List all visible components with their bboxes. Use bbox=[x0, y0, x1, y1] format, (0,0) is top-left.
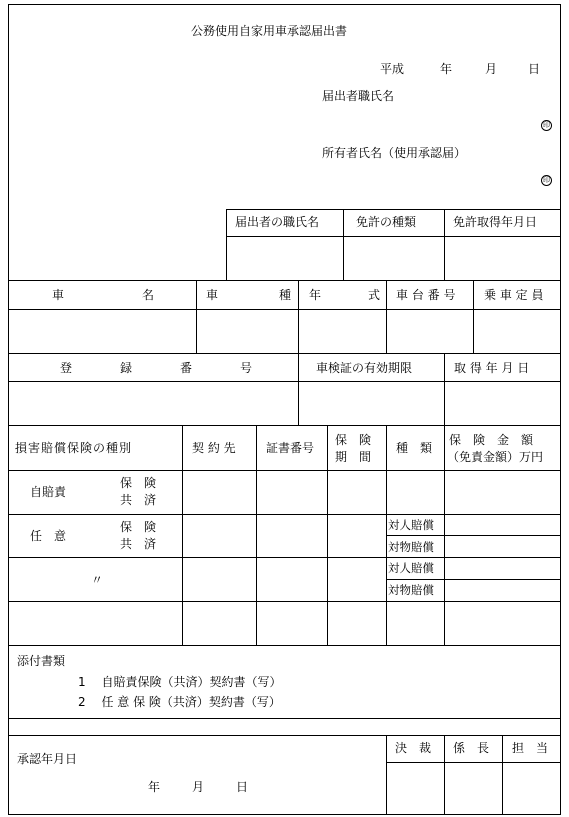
approval-month: 月 bbox=[192, 780, 205, 794]
rule bbox=[8, 280, 561, 281]
license-name-header: 届出者の職氏名 bbox=[235, 215, 320, 229]
rule bbox=[298, 353, 299, 425]
approval-date-label: 承認年月日 bbox=[17, 752, 78, 766]
vehicle-name-header-a: 車 bbox=[52, 288, 65, 302]
contractor-header: 契 約 先 bbox=[192, 441, 236, 455]
cert-number-header: 証書番号 bbox=[266, 441, 315, 455]
kind-header: 種 類 bbox=[396, 441, 433, 455]
rule bbox=[8, 309, 561, 310]
insurance-type-header: 損害賠償保険の種別 bbox=[15, 441, 133, 455]
approval-day: 日 bbox=[236, 780, 249, 794]
owner-label: 所有者氏名（使用承認届） bbox=[322, 146, 467, 160]
voluntary-label: 任 意 bbox=[30, 529, 67, 543]
rule bbox=[444, 425, 445, 645]
period-header-a: 保 険 bbox=[335, 433, 372, 447]
rule bbox=[386, 579, 561, 580]
rule bbox=[8, 718, 561, 719]
vehicle-capacity-header: 乗 車 定 員 bbox=[484, 288, 544, 302]
rule bbox=[386, 735, 387, 815]
seal-mark: 印 bbox=[543, 121, 550, 129]
hoken-label: 保 険 bbox=[120, 520, 157, 534]
rule bbox=[8, 601, 561, 602]
license-date-header: 免許取得年月日 bbox=[453, 215, 538, 229]
bodily-label: 対人賠償 bbox=[388, 561, 434, 575]
inspection-expiry-header: 車検証の有効期限 bbox=[316, 361, 413, 375]
ditto-mark: 〃 bbox=[91, 573, 104, 587]
hoken-label: 保 険 bbox=[120, 476, 157, 490]
form-title: 公務使用自家用車承認届出書 bbox=[191, 24, 348, 38]
rule bbox=[8, 557, 561, 558]
rule bbox=[226, 209, 227, 280]
vehicle-kind-header-a: 車 bbox=[206, 288, 219, 302]
reg-number-header-4: 号 bbox=[240, 361, 253, 375]
rule bbox=[343, 209, 344, 280]
rule bbox=[386, 762, 561, 763]
vehicle-model-header-a: 年 bbox=[309, 288, 322, 302]
acquisition-date-header: 取 得 年 月 日 bbox=[454, 361, 530, 375]
rule bbox=[327, 425, 328, 645]
attachment-item-1: 1 自賠責保険（共済）契約書（写） bbox=[78, 675, 282, 689]
rule bbox=[182, 425, 183, 645]
property-label: 対物賠償 bbox=[388, 540, 434, 554]
rule bbox=[444, 353, 445, 425]
approval-year: 年 bbox=[148, 780, 161, 794]
kyosai-label: 共 済 bbox=[120, 537, 157, 551]
reg-number-header-2: 録 bbox=[120, 361, 133, 375]
rule bbox=[560, 4, 561, 815]
rule bbox=[386, 425, 387, 645]
vehicle-name-header-b: 名 bbox=[142, 288, 155, 302]
reg-number-header-1: 登 bbox=[60, 361, 73, 375]
rule bbox=[8, 4, 561, 5]
seal-mark: 印 bbox=[543, 176, 550, 184]
amount-header-a: 保 険 金 額 bbox=[449, 433, 534, 447]
rule bbox=[298, 280, 299, 353]
date-era: 平成 bbox=[380, 62, 405, 76]
applicant-label: 届出者職氏名 bbox=[322, 89, 395, 103]
date-month: 月 bbox=[485, 62, 498, 76]
rule bbox=[8, 425, 561, 426]
date-year: 年 bbox=[440, 62, 453, 76]
rule bbox=[386, 535, 561, 536]
rule bbox=[256, 425, 257, 645]
compulsory-label: 自賠責 bbox=[30, 485, 67, 499]
rule bbox=[226, 209, 561, 210]
vehicle-kind-header-b: 種 bbox=[279, 288, 292, 302]
rule bbox=[196, 280, 197, 353]
kyosai-label: 共 済 bbox=[120, 493, 157, 507]
rule bbox=[8, 645, 561, 646]
rule bbox=[444, 735, 445, 815]
amount-header-b: （免責金額）万円 bbox=[447, 450, 544, 464]
reg-number-header-3: 番 bbox=[180, 361, 193, 375]
rule bbox=[8, 470, 561, 471]
stamp-staff-header: 担 当 bbox=[512, 741, 549, 755]
rule bbox=[8, 814, 561, 815]
stamp-chief-header: 係 長 bbox=[453, 741, 490, 755]
vehicle-model-header-b: 式 bbox=[368, 288, 381, 302]
attachment-item-2: 2 任 意 保 険（共済）契約書（写） bbox=[78, 695, 281, 709]
period-header-b: 期 間 bbox=[335, 450, 372, 464]
rule bbox=[502, 735, 503, 815]
rule bbox=[8, 381, 561, 382]
rule bbox=[8, 735, 561, 736]
attachments-label: 添付書類 bbox=[17, 654, 66, 668]
rule bbox=[226, 236, 561, 237]
rule bbox=[8, 4, 9, 815]
rule bbox=[386, 280, 387, 353]
stamp-approval-header: 決 裁 bbox=[395, 741, 432, 755]
rule bbox=[473, 280, 474, 353]
date-day: 日 bbox=[528, 62, 541, 76]
rule bbox=[8, 353, 561, 354]
rule bbox=[8, 514, 561, 515]
rule bbox=[444, 209, 445, 280]
bodily-label: 対人賠償 bbox=[388, 518, 434, 532]
vehicle-chassis-header: 車 台 番 号 bbox=[396, 288, 456, 302]
property-label: 対物賠償 bbox=[388, 583, 434, 597]
license-type-header: 免許の種類 bbox=[356, 215, 417, 229]
